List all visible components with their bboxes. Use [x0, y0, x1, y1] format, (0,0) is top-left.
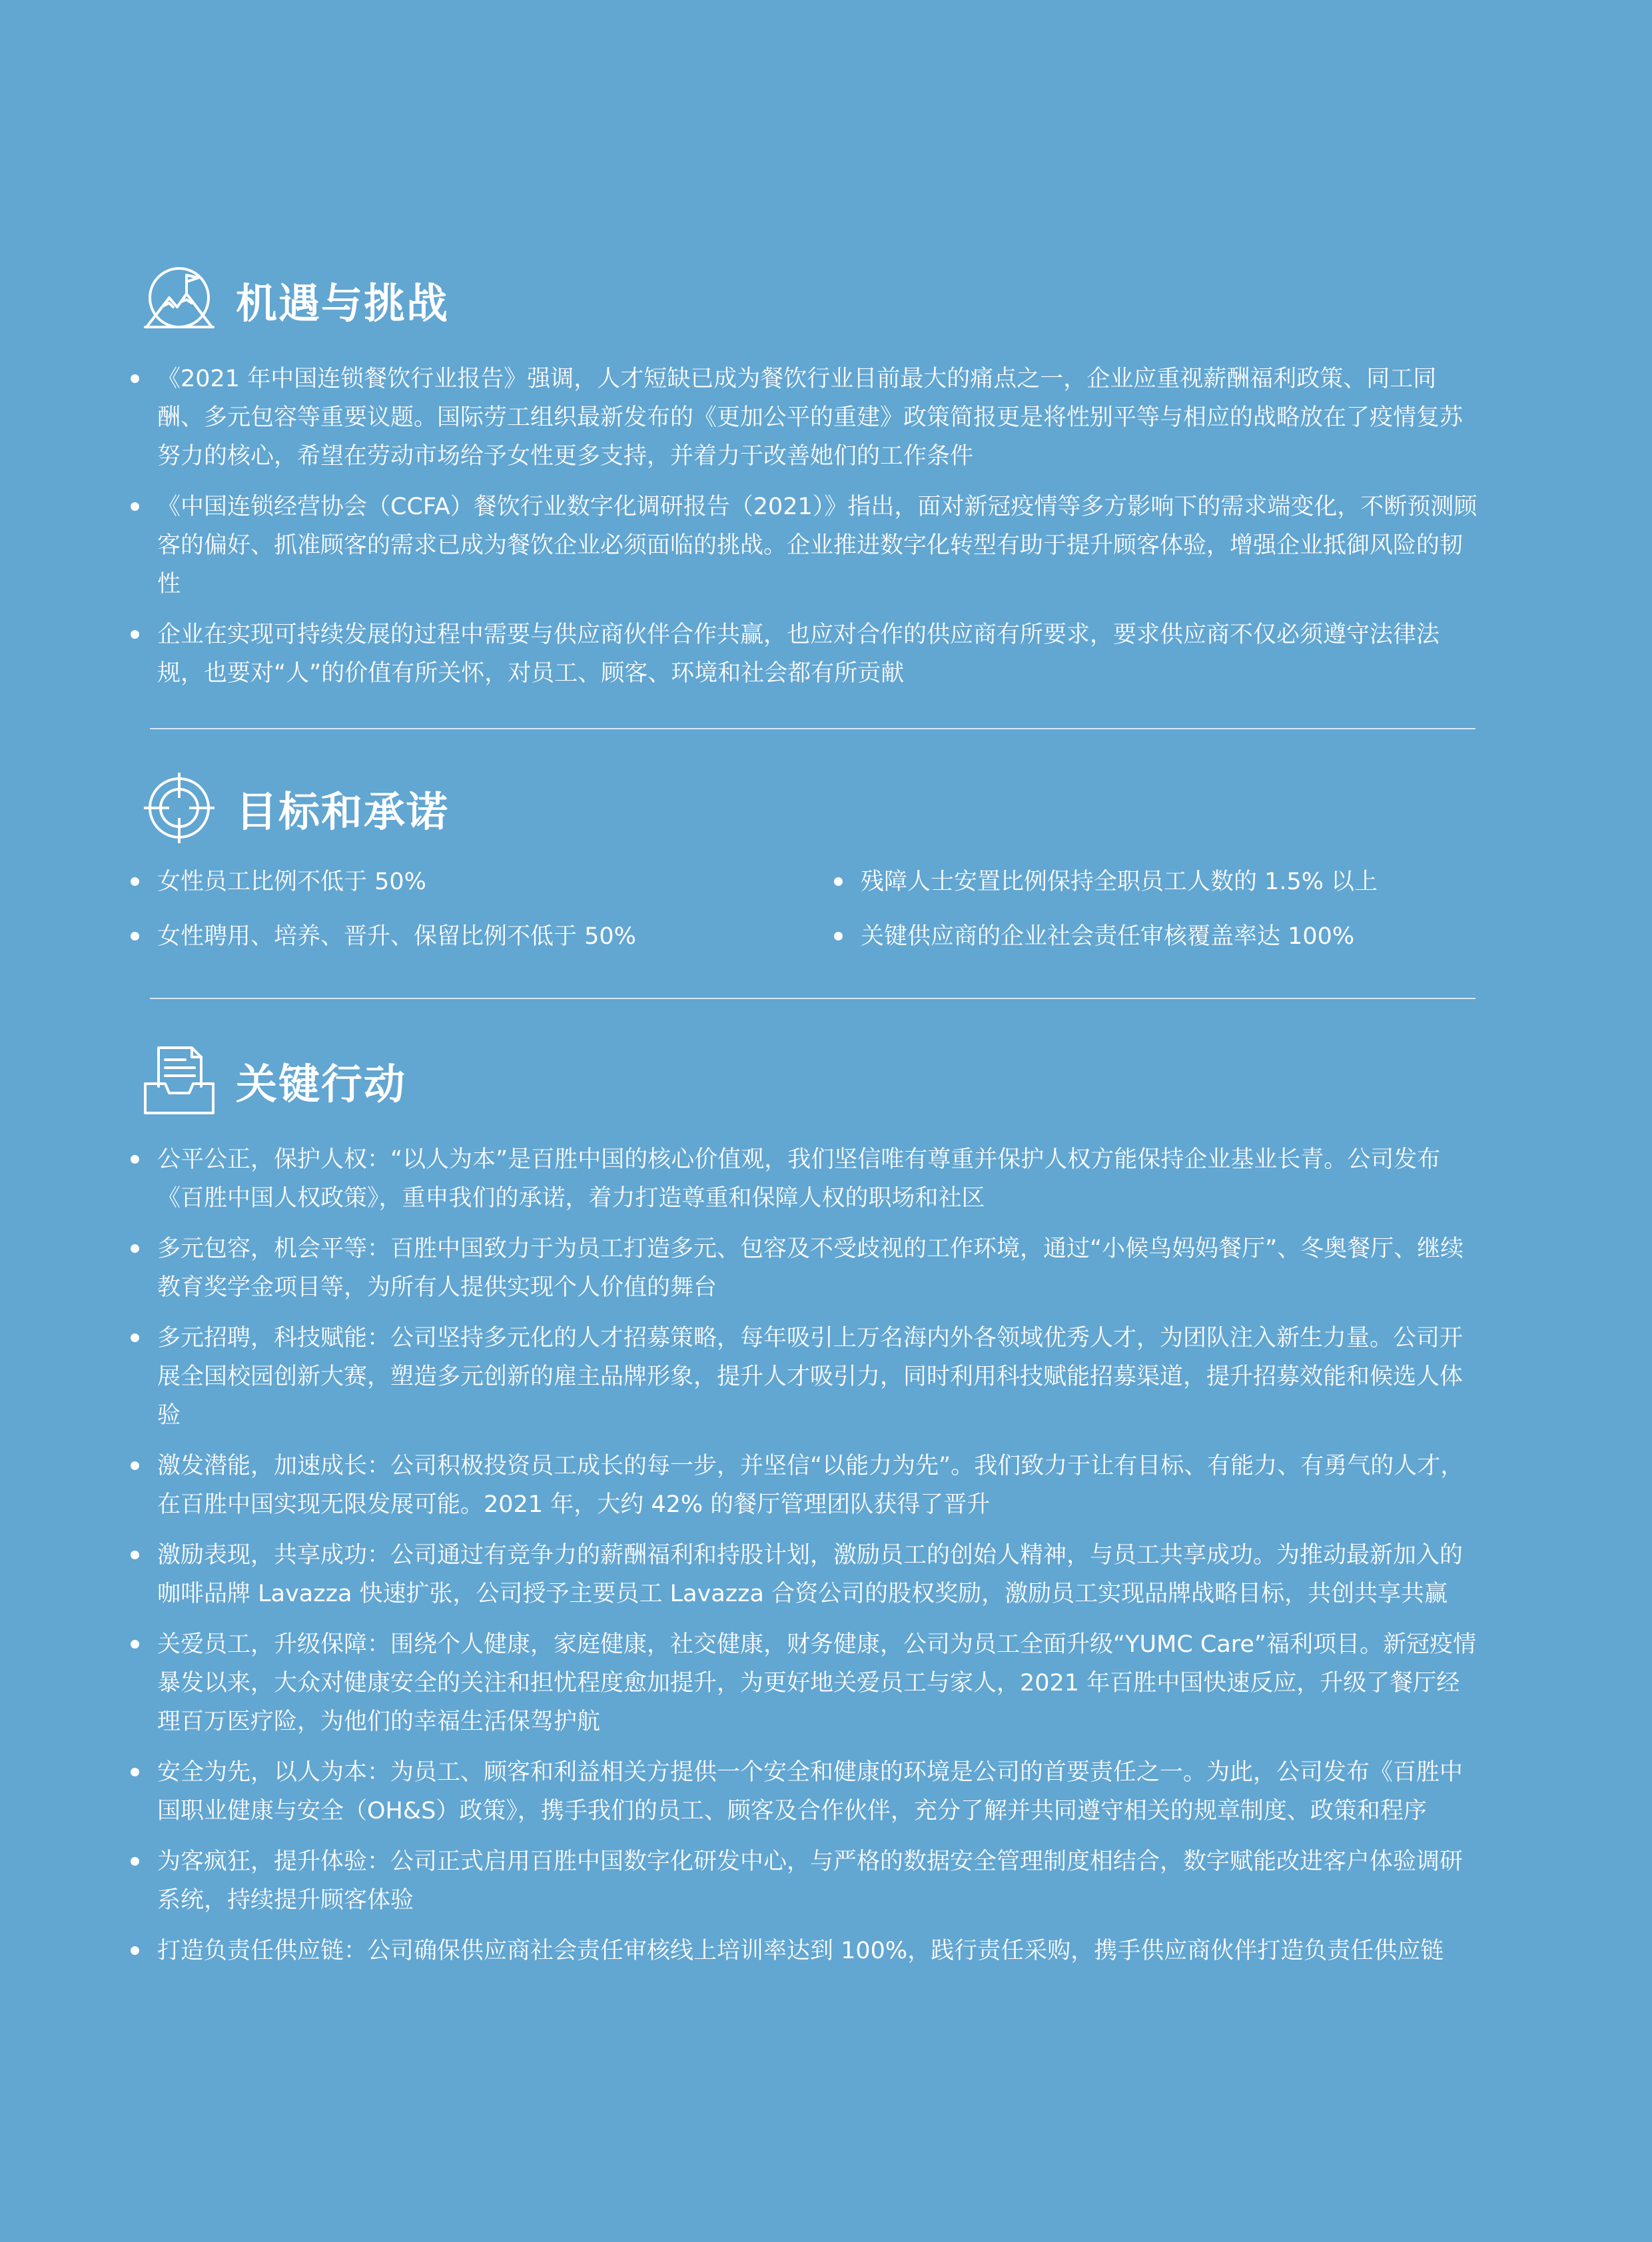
list-item: 打造负责任供应链：公司确保供应商社会责任审核线上培训率达到 100%，践行责任采购，携手供应商伙伴打造负责任供应链 [127, 1932, 1479, 1970]
section-title: 关键行动 [236, 1059, 407, 1108]
list-item: 关键供应商的企业社会责任审核覆盖率达 100% [830, 918, 1485, 955]
actions-list [127, 1140, 1479, 1982]
opportunities-list [127, 360, 1479, 705]
list-item: 安全为先，以人为本：为员工、顾客和利益相关方提供一个安全和健康的环境是公司的首要责任之一。为此，公司发布《百胜中国职业健康与安全（OH&S）政策》，携手我们的员工、顾客及合作伙伴，充分了解并共同遵守相关的规章制度、政策和程序 [127, 1753, 1479, 1830]
list-item: 激励表现，共享成功：公司通过有竞争力的薪酬福利和持股计划，激励员工的创始人精神，与员工共享成功。为推动最新加入的咖啡品牌 Lavazza 快速扩张，公司授予主要员工 Lavazza 合资公司的股权奖励，激励员工实现品牌战略目标，共创共享共赢 [127, 1536, 1479, 1613]
list-item: 多元包容，机会平等：百胜中国致力于为员工打造多元、包容及不受歧视的工作环境，通过“小候鸟妈妈餐厅”、冬奥餐厅、继续教育奖学金项目等，为所有人提供实现个人价值的舞台 [127, 1230, 1479, 1307]
list-item: 多元招聘，科技赋能：公司坚持多元化的人才招募策略，每年吸引上万名海内外各领域优秀人才，为团队注入新生力量。公司开展全国校园创新大赛，塑造多元创新的雇主品牌形象，提升人才吸引力，同时利用科技赋能招募渠道，提升招募效能和候选人体验 [127, 1319, 1479, 1435]
section-header-opportunities [143, 263, 449, 336]
list-item: 公平公正，保护人权：“以人为本”是百胜中国的核心价值观，我们坚信唯有尊重并保护人权方能保持企业基业长青。公司发布《百胜中国人权政策》，重申我们的承诺，着力打造尊重和保障人权的职场和社区 [127, 1140, 1479, 1218]
section-title: 目标和承诺 [236, 787, 450, 836]
section-header-targets [143, 771, 449, 845]
list-item: 残障人士安置比例保持全职员工人数的 1.5% 以上 [830, 863, 1485, 901]
targets-grid [127, 863, 1485, 955]
list-item: 激发潜能，加速成长：公司积极投资员工成长的每一步，并坚信“以能力为先”。我们致力于让有目标、有能力、有勇气的人才，在百胜中国实现无限发展可能。2021 年，大约 42% 的餐厅管理团队获得了晋升 [127, 1447, 1479, 1524]
document-tray-icon [143, 1044, 216, 1117]
section-header-actions [143, 1044, 406, 1117]
list-item: 《2021 年中国连锁餐饮行业报告》强调，人才短缺已成为餐饮行业目前最大的痛点之一，企业应重视薪酬福利政策、同工同酬、多元包容等重要议题。国际劳工组织最新发布的《更加公平的重建》政策简报更是将性别平等与相应的战略放在了疫情复苏努力的核心，希望在劳动市场给予女性更多支持，并着力于改善她们的工作条件 [127, 360, 1479, 476]
list-item: 女性员工比例不低于 50% [127, 863, 830, 901]
list-item: 女性聘用、培养、晋升、保留比例不低于 50% [127, 918, 830, 955]
section-title: 机遇与挑战 [236, 278, 450, 328]
list-item: 关爱员工，升级保障：围绕个人健康，家庭健康，社交健康，财务健康，公司为员工全面升级“YUMC Care”福利项目。新冠疫情暴发以来，大众对健康安全的关注和担忧程度愈加提升，为更好地关爱员工与家人，2021 年百胜中国快速反应，升级了餐厅经理百万医疗险，为他们的幸福生活保驾护航 [127, 1625, 1479, 1741]
list-item: 《中国连锁经营协会（CCFA）餐饮行业数字化调研报告（2021）》指出，面对新冠疫情等多方影响下的需求端变化，不断预测顾客的偏好、抓准顾客的需求已成为餐饮企业必须面临的挑战。企业推进数字化转型有助于提升顾客体验，增强企业抵御风险的韧性 [127, 488, 1479, 603]
mountain-flag-icon [143, 263, 216, 336]
section-divider [150, 998, 1475, 999]
target-icon [143, 771, 216, 845]
list-item: 企业在实现可持续发展的过程中需要与供应商伙伴合作共赢，也应对合作的供应商有所要求，要求供应商不仅必须遵守法律法规，也要对“人”的价值有所关怀，对员工、顾客、环境和社会都有所贡献 [127, 615, 1479, 693]
section-divider [150, 728, 1475, 729]
list-item: 为客疯狂，提升体验：公司正式启用百胜中国数字化研发中心，与严格的数据安全管理制度相结合，数字赋能改进客户体验调研系统，持续提升顾客体验 [127, 1842, 1479, 1920]
